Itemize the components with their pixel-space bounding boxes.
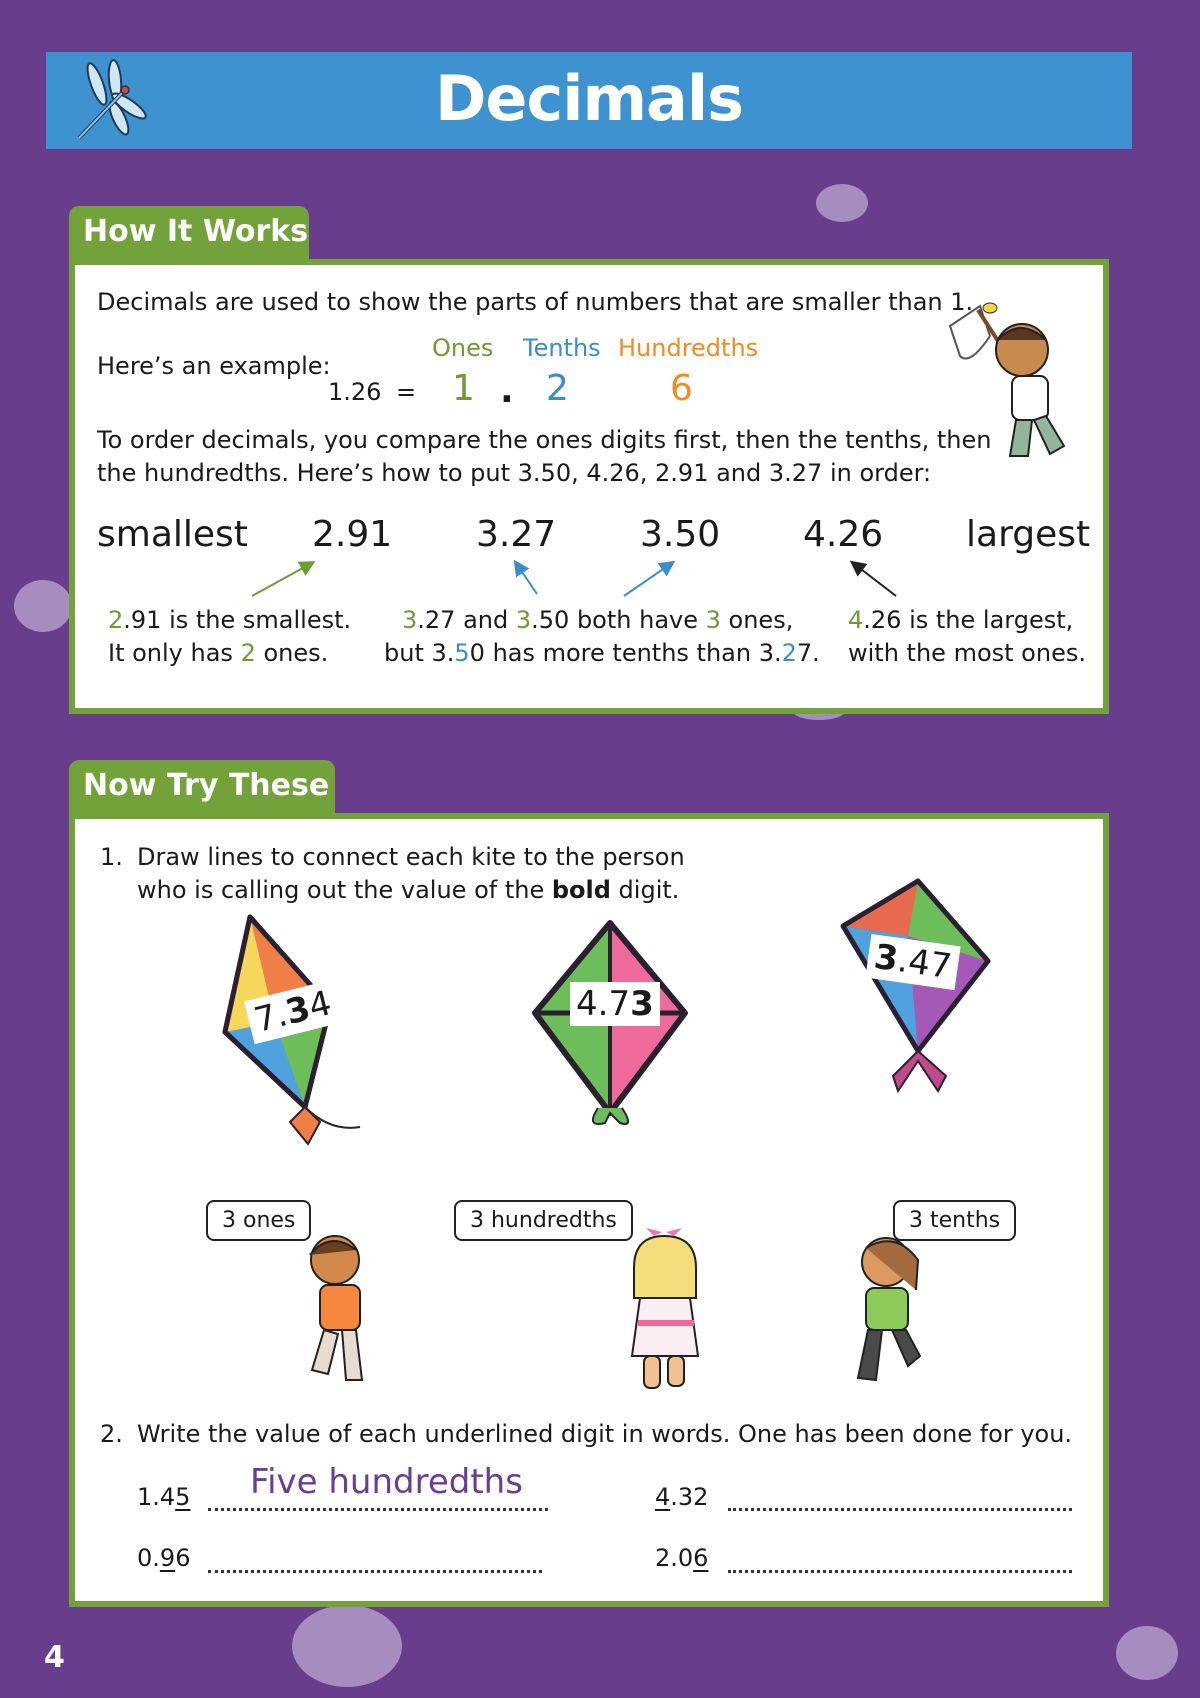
hundredths-header: Hundredths xyxy=(618,334,759,362)
q2-item-2-number: 4.32 xyxy=(655,1483,709,1511)
kite-1-illustration xyxy=(220,912,380,1157)
ordered-value-1: 2.91 xyxy=(312,514,393,555)
note-middle-line1: 3.27 and 3.50 both have 3 ones, xyxy=(402,606,794,634)
ordered-value-3: 3.50 xyxy=(640,514,721,555)
example-label: Here’s an example: xyxy=(97,352,331,380)
boy-green-shirt-illustration xyxy=(836,1230,946,1390)
q2-item-2-answer-line[interactable] xyxy=(728,1508,1072,1511)
example-number: 1.26 xyxy=(328,378,382,406)
arrow-icon xyxy=(853,563,896,596)
largest-label: largest xyxy=(966,514,1091,555)
ordered-value-4: 4.26 xyxy=(803,514,884,555)
boy-orange-shirt-illustration xyxy=(290,1230,400,1390)
note-largest-line2: with the most ones. xyxy=(848,639,1086,667)
q1-line1: Draw lines to connect each kite to the person xyxy=(137,843,685,871)
speech-bubble-hundredths: 3 hundredths xyxy=(454,1200,633,1241)
kite-3-illustration xyxy=(838,876,993,1101)
page-title: Decimals xyxy=(434,62,744,135)
example-ones-digit: 1 xyxy=(452,368,475,409)
note-middle-line2: but 3.50 has more tenths than 3.27. xyxy=(384,639,820,667)
arrow-icon xyxy=(252,563,312,596)
arrow-icon xyxy=(516,563,537,594)
q1-number: 1. xyxy=(100,843,123,871)
arrow-icon xyxy=(624,563,672,596)
q2-item-4-number: 2.06 xyxy=(655,1544,709,1572)
q2-item-1-number: 1.45 xyxy=(137,1483,191,1511)
smallest-label: smallest xyxy=(97,514,248,555)
note-smallest-line1: 2.91 is the smallest. xyxy=(108,606,352,634)
page-number: 4 xyxy=(44,1640,65,1675)
kite-1-label: 7.34 xyxy=(244,980,342,1044)
order-instruction-line2: the hundredths. Here’s how to put 3.50, 4.26, 2.91 and 3.27 in order: xyxy=(97,459,932,487)
q2-item-3-number: 0.96 xyxy=(137,1544,191,1572)
note-largest-line1: 4.26 is the largest, xyxy=(848,606,1074,634)
kite-3-label: 3.47 xyxy=(865,934,960,990)
girl-dress-illustration xyxy=(616,1228,726,1393)
q2-instruction: Write the value of each underlined digit in words. One has been done for you. xyxy=(137,1420,1073,1448)
q2-item-3-answer-line[interactable] xyxy=(208,1570,542,1573)
q2-item-1-answer[interactable]: Five hundredths xyxy=(250,1462,523,1502)
example-point: . xyxy=(500,370,514,411)
cloud-decoration xyxy=(292,1605,402,1687)
q1-line2: who is calling out the value of the bold digit. xyxy=(137,876,680,904)
section-heading: How It Works xyxy=(83,214,309,249)
section-heading: Now Try These xyxy=(83,768,330,803)
q2-item-4-answer-line[interactable] xyxy=(728,1570,1072,1573)
note-smallest-line2: It only has 2 ones. xyxy=(108,639,329,667)
kite-2-label: 4.73 xyxy=(570,982,660,1026)
order-instruction-line1: To order decimals, you compare the ones digits first, then the tenths, then xyxy=(97,426,992,454)
ordered-value-2: 3.27 xyxy=(476,514,557,555)
example-hundredths-digit: 6 xyxy=(670,368,693,409)
tenths-header: Tenths xyxy=(523,334,601,362)
intro-text: Decimals are used to show the parts of numbers that are smaller than 1. xyxy=(97,288,974,316)
example-equals: = xyxy=(396,378,417,406)
q2-number: 2. xyxy=(100,1420,123,1448)
arrows-diagram xyxy=(0,0,1200,700)
now-try-these-tab xyxy=(69,760,335,818)
speech-bubble-tenths: 3 tenths xyxy=(893,1200,1016,1241)
example-tenths-digit: 2 xyxy=(546,368,569,409)
q2-item-1-answer-line[interactable] xyxy=(208,1508,548,1511)
cloud-decoration xyxy=(1116,1626,1178,1680)
speech-bubble-ones: 3 ones xyxy=(206,1200,311,1241)
ones-header: Ones xyxy=(432,334,494,362)
